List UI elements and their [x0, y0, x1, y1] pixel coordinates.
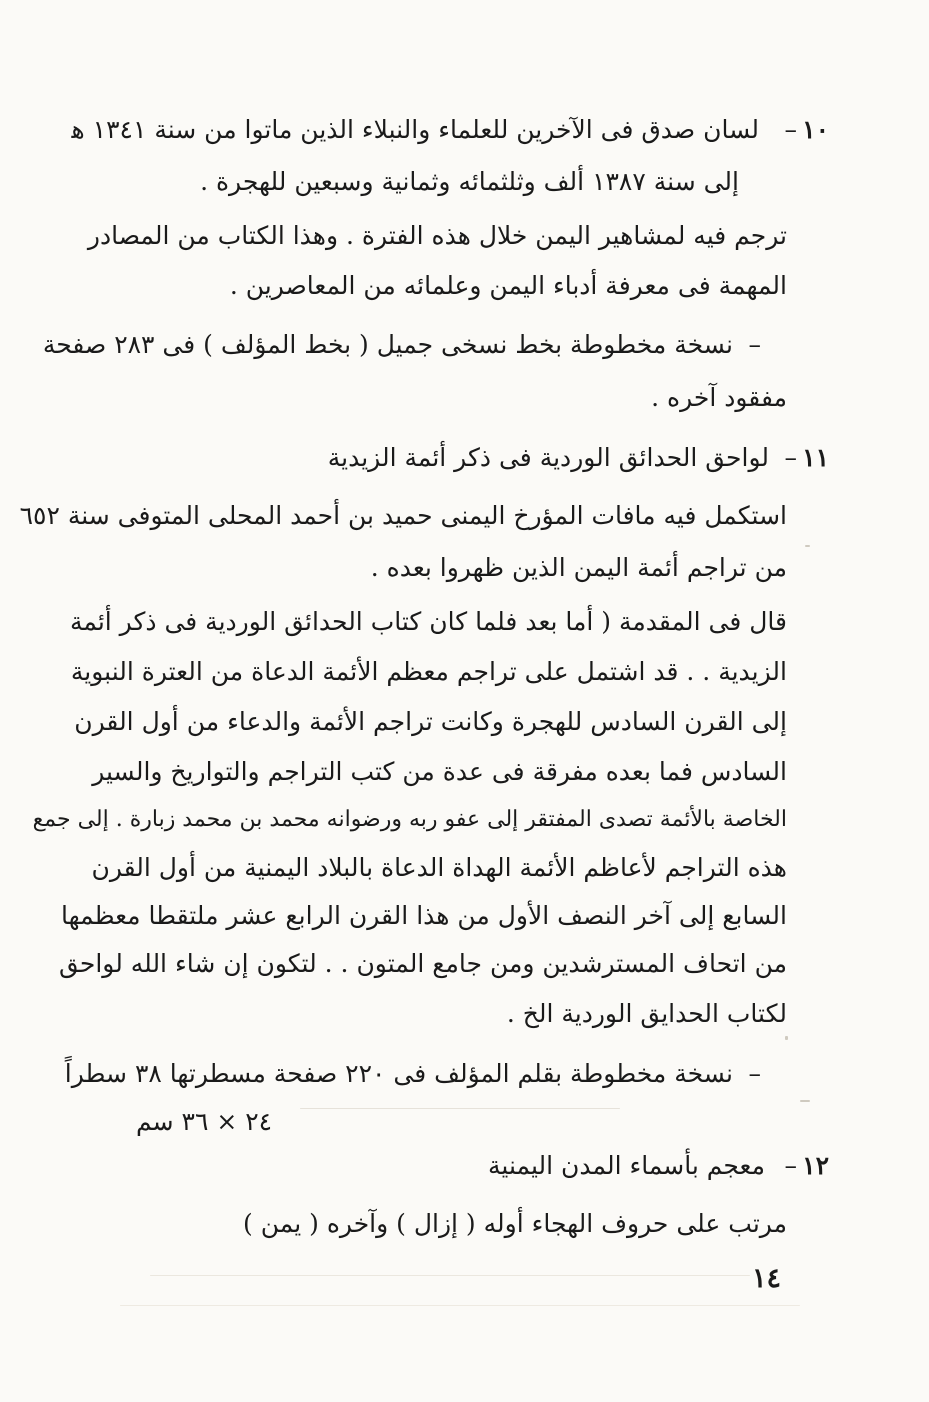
entry-12-description: مرتب على حروف الهجاء أوله ( إزال ) وآخره ( يمن ): [243, 1209, 787, 1238]
page-number: ١٤: [752, 1263, 782, 1294]
entry-10-title-line-1: لسان صدق فى الآخرين للعلماء والنبلاء الذين ماتوا من سنة ١٣٤١ ﻫ: [71, 115, 759, 144]
entry-11-quote-line-3: إلى القرن السادس للهجرة وكانت تراجم الأئمة والدعاء من أول القرن: [74, 707, 787, 736]
scan-speck: [120, 1305, 800, 1306]
entry-10-note-line-1: نسخة مخطوطة بخط نسخى جميل ( بخط المؤلف ) فى ٢٨٣ صفحة: [42, 330, 733, 359]
entry-10-description-line-1: ترجم فيه لمشاهير اليمن خلال هذه الفترة . وهذا الكتاب من المصادر: [87, 221, 787, 250]
entry-11-dash: –: [784, 443, 797, 472]
entry-11-title: لواحق الحدائق الوردية فى ذكر أئمة الزيدية: [327, 443, 769, 472]
entry-10-note-line-2: مفقود آخره .: [651, 383, 787, 412]
entry-10-description-line-2: المهمة فى معرفة أدباء اليمن وعلمائه من المعاصرين .: [229, 271, 787, 300]
scan-speck: [805, 545, 810, 547]
entry-11-note-dimensions: ٢٤ × ٣٦ سم: [136, 1107, 273, 1136]
entry-11-description-line-1: استكمل فيه مافات المؤرخ اليمنى حميد بن أحمد المحلى المتوفى سنة ٦٥٢: [19, 501, 787, 530]
entry-11-quote-line-2: الزيدية . . قد اشتمل على تراجم معظم الأئمة الدعاة من العترة النبوية: [70, 657, 787, 686]
entry-11-quote-line-8: من اتحاف المسترشدين ومن جامع المتون . . لتكون إن شاء الله لواحق: [59, 949, 787, 978]
entry-11-quote-line-1: قال فى المقدمة ( أما بعد فلما كان كتاب الحدائق الوردية فى ذكر أئمة: [69, 607, 787, 636]
entry-11-quote-line-9: لكتاب الحدايق الوردية الخ .: [506, 999, 787, 1028]
entry-11-quote-line-6: هذه التراجم لأعاظم الأئمة الهداة الدعاة بالبلاد اليمنية من أول القرن: [91, 853, 787, 882]
entry-11-note-dash: –: [748, 1059, 761, 1088]
entry-11-quote-line-7: السابع إلى آخر النصف الأول من هذا القرن الرابع عشر ملتقطا معظمها: [60, 901, 787, 930]
entry-11-quote-line-5: الخاصة بالأئمة تصدى المفتقر إلى عفو ربه ورضوانه محمد بن محمد زبارة . إلى جمع: [32, 807, 787, 832]
scan-speck: [785, 1036, 788, 1040]
entry-12-title: معجم بأسماء المدن اليمنية: [488, 1151, 765, 1180]
scan-speck: [150, 1275, 750, 1276]
entry-12-number: ١٢: [802, 1151, 829, 1180]
entry-11-note-line-1: نسخة مخطوطة بقلم المؤلف فى ٢٢٠ صفحة مسطرتها ٣٨ سطراً: [64, 1059, 733, 1088]
entry-11-quote-line-4: السادس فما بعده مفرقة فى عدة من كتب التراجم والتواريخ والسير: [92, 757, 787, 786]
entry-10-dash: –: [784, 115, 797, 144]
entry-10-note-dash: –: [748, 330, 761, 359]
scan-speck: [800, 1100, 810, 1102]
scan-speck: [300, 1108, 620, 1109]
entry-12-dash: –: [784, 1151, 797, 1180]
entry-10-number: ١٠: [802, 115, 829, 144]
entry-11-number: ١١: [802, 443, 829, 472]
entry-10-title-line-2: إلى سنة ١٣٨٧ ألف وثلثمائه وثمانية وسبعين للهجرة .: [200, 167, 739, 196]
entry-11-description-line-2: من تراجم أئمة اليمن الذين ظهروا بعده .: [370, 553, 787, 582]
